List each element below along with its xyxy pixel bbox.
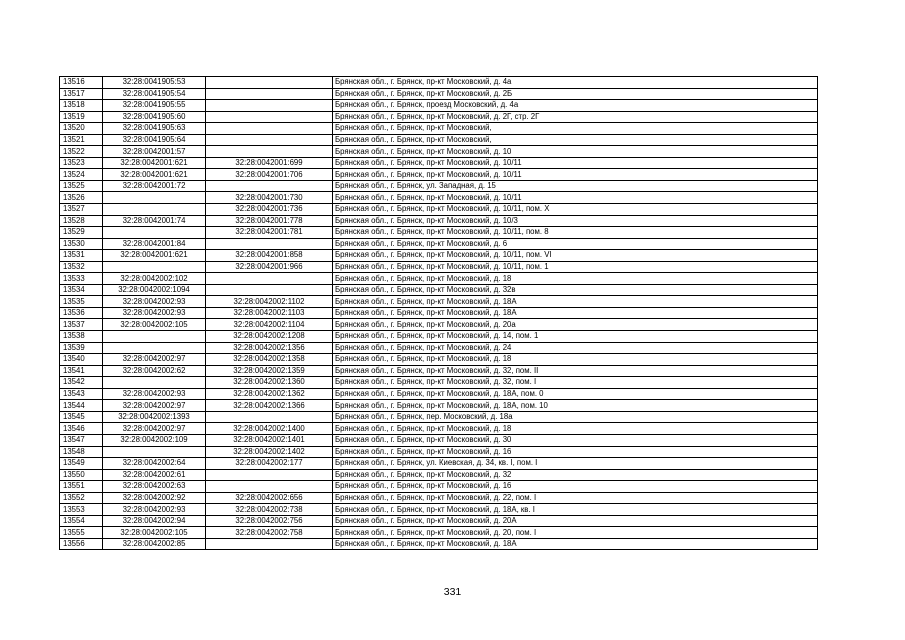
address-cell: Брянская обл., г. Брянск, пр-кт Московский, [333,134,818,146]
row-number-cell: 13533 [60,273,103,285]
address-cell: Брянская обл., г. Брянск, ул. Киевская, д. 34, кв. I, пом. I [333,458,818,470]
object-cadastral-number-cell: 32:28:0042002:1400 [206,423,333,435]
row-number-cell: 13521 [60,134,103,146]
table-row [60,365,818,377]
object-cadastral-number-cell: 32:28:0042001:706 [206,169,333,181]
land-cadastral-number-cell: 32:28:0042001:72 [103,180,206,192]
table-row [60,261,818,273]
row-number-cell: 13548 [60,446,103,458]
object-cadastral-number-cell [206,123,333,135]
land-cadastral-number-cell [103,342,206,354]
address-cell: Брянская обл., г. Брянск, пр-кт Московский, д. 2Г, стр. 2Г [333,111,818,123]
row-number-cell: 13518 [60,100,103,112]
table-row [60,331,818,343]
table-row [60,307,818,319]
address-cell: Брянская обл., г. Брянск, пр-кт Московский, д. 6 [333,238,818,250]
row-number-cell: 13544 [60,400,103,412]
object-cadastral-number-cell: 32:28:0042002:1366 [206,400,333,412]
table-row [60,227,818,239]
address-cell: Брянская обл., г. Брянск, пр-кт Московский, д. 10 [333,146,818,158]
object-cadastral-number-cell [206,469,333,481]
page-number: 331 [443,586,462,598]
land-cadastral-number-cell: 32:28:0042001:621 [103,169,206,181]
object-cadastral-number-cell [206,284,333,296]
row-number-cell: 13522 [60,146,103,158]
address-cell: Брянская обл., г. Брянск, пр-кт Московский, д. 18А, пом. 10 [333,400,818,412]
object-cadastral-number-cell: 32:28:0042002:1102 [206,296,333,308]
row-number-cell: 13539 [60,342,103,354]
table-row [60,100,818,112]
address-cell: Брянская обл., г. Брянск, пр-кт Московский, д. 18 [333,423,818,435]
row-number-cell: 13524 [60,169,103,181]
land-cadastral-number-cell: 32:28:0042002:1094 [103,284,206,296]
address-cell: Брянская обл., г. Брянск, пр-кт Московский, д. 18А, кв. I [333,504,818,516]
address-cell: Брянская обл., г. Брянск, пр-кт Московский, д. 10/11, пом. VI [333,250,818,262]
land-cadastral-number-cell: 32:28:0042002:93 [103,504,206,516]
row-number-cell: 13529 [60,227,103,239]
object-cadastral-number-cell: 32:28:0042002:758 [206,527,333,539]
row-number-cell: 13555 [60,527,103,539]
table-row [60,157,818,169]
address-cell: Брянская обл., г. Брянск, пр-кт Московский, д. 20А [333,515,818,527]
address-cell: Брянская обл., г. Брянск, пр-кт Московский, д. 18 [333,273,818,285]
land-cadastral-number-cell: 32:28:0041905:63 [103,123,206,135]
object-cadastral-number-cell [206,100,333,112]
land-cadastral-number-cell: 32:28:0042002:102 [103,273,206,285]
address-cell: Брянская обл., г. Брянск, пр-кт Московский, д. 22, пом. I [333,492,818,504]
object-cadastral-number-cell [206,134,333,146]
table-row [60,354,818,366]
table-row [60,388,818,400]
address-cell: Брянская обл., г. Брянск, пр-кт Московский, д. 18А [333,296,818,308]
address-cell: Брянская обл., г. Брянск, проезд Московский, д. 4а [333,100,818,112]
land-cadastral-number-cell [103,261,206,273]
address-cell: Брянская обл., г. Брянск, пр-кт Московский, д. 30 [333,434,818,446]
object-cadastral-number-cell: 32:28:0042002:177 [206,458,333,470]
object-cadastral-number-cell: 32:28:0042002:656 [206,492,333,504]
object-cadastral-number-cell [206,538,333,550]
land-cadastral-number-cell: 32:28:0041905:53 [103,77,206,89]
address-cell: Брянская обл., г. Брянск, пр-кт Московский, д. 32, пом. II [333,365,818,377]
row-number-cell: 13530 [60,238,103,250]
table-row [60,123,818,135]
address-cell: Брянская обл., г. Брянск, пр-кт Московский, д. 32в [333,284,818,296]
object-cadastral-number-cell: 32:28:0042002:756 [206,515,333,527]
address-cell: Брянская обл., г. Брянск, пр-кт Московский, д. 18А [333,538,818,550]
object-cadastral-number-cell [206,411,333,423]
object-cadastral-number-cell [206,88,333,100]
object-cadastral-number-cell [206,481,333,493]
table-row [60,192,818,204]
table-row [60,296,818,308]
address-cell: Брянская обл., г. Брянск, пр-кт Московский, д. 32 [333,469,818,481]
object-cadastral-number-cell: 32:28:0042002:1362 [206,388,333,400]
table-row [60,423,818,435]
address-cell: Брянская обл., г. Брянск, пр-кт Московский, д. 16 [333,481,818,493]
object-cadastral-number-cell: 32:28:0042002:1359 [206,365,333,377]
address-cell: Брянская обл., г. Брянск, пер. Московский, д. 18а [333,411,818,423]
table-row [60,434,818,446]
row-number-cell: 13542 [60,377,103,389]
object-cadastral-number-cell [206,238,333,250]
land-cadastral-number-cell [103,377,206,389]
table-row [60,284,818,296]
land-cadastral-number-cell: 32:28:0042002:93 [103,388,206,400]
land-cadastral-number-cell: 32:28:0042001:74 [103,215,206,227]
object-cadastral-number-cell: 32:28:0042002:1360 [206,377,333,389]
object-cadastral-number-cell: 32:28:0042002:1401 [206,434,333,446]
row-number-cell: 13520 [60,123,103,135]
address-cell: Брянская обл., г. Брянск, пр-кт Московский, д. 10/11, пом. 1 [333,261,818,273]
address-cell: Брянская обл., г. Брянск, пр-кт Московский, д. 16 [333,446,818,458]
table-row [60,515,818,527]
row-number-cell: 13556 [60,538,103,550]
row-number-cell: 13534 [60,284,103,296]
land-cadastral-number-cell: 32:28:0042002:62 [103,365,206,377]
land-cadastral-number-cell: 32:28:0041905:60 [103,111,206,123]
land-cadastral-number-cell: 32:28:0042002:93 [103,307,206,319]
address-cell: Брянская обл., г. Брянск, пр-кт Московский, д. 18А, пом. 0 [333,388,818,400]
address-cell: Брянская обл., г. Брянск, пр-кт Московский, д. 10/11 [333,192,818,204]
object-cadastral-number-cell: 32:28:0042001:736 [206,204,333,216]
land-cadastral-number-cell: 32:28:0042002:92 [103,492,206,504]
table-row [60,342,818,354]
object-cadastral-number-cell: 32:28:0042001:699 [206,157,333,169]
object-cadastral-number-cell: 32:28:0042002:1356 [206,342,333,354]
table-row [60,481,818,493]
table-row [60,446,818,458]
table-row [60,111,818,123]
object-cadastral-number-cell [206,180,333,192]
row-number-cell: 13551 [60,481,103,493]
table-row [60,250,818,262]
land-cadastral-number-cell: 32:28:0041905:64 [103,134,206,146]
row-number-cell: 13517 [60,88,103,100]
address-cell: Брянская обл., г. Брянск, пр-кт Московский, д. 24 [333,342,818,354]
land-cadastral-number-cell [103,331,206,343]
row-number-cell: 13552 [60,492,103,504]
address-cell: Брянская обл., г. Брянск, ул. Западная, д. 15 [333,180,818,192]
land-cadastral-number-cell: 32:28:0042002:63 [103,481,206,493]
object-cadastral-number-cell [206,111,333,123]
table-row [60,527,818,539]
registry-table [59,76,818,550]
table-row [60,180,818,192]
object-cadastral-number-cell [206,146,333,158]
registry-table-body [60,77,818,550]
table-row [60,458,818,470]
row-number-cell: 13523 [60,157,103,169]
object-cadastral-number-cell: 32:28:0042001:778 [206,215,333,227]
row-number-cell: 13545 [60,411,103,423]
land-cadastral-number-cell [103,446,206,458]
land-cadastral-number-cell: 32:28:0042002:97 [103,423,206,435]
address-cell: Брянская обл., г. Брянск, пр-кт Московский, д. 10/11, пом. 8 [333,227,818,239]
address-cell: Брянская обл., г. Брянск, пр-кт Московский, д. 4а [333,77,818,89]
land-cadastral-number-cell: 32:28:0042002:109 [103,434,206,446]
row-number-cell: 13532 [60,261,103,273]
land-cadastral-number-cell: 32:28:0042001:621 [103,157,206,169]
address-cell: Брянская обл., г. Брянск, пр-кт Московский, д. 10/11, пом. X [333,204,818,216]
table-row [60,504,818,516]
object-cadastral-number-cell: 32:28:0042002:1103 [206,307,333,319]
address-cell: Брянская обл., г. Брянск, пр-кт Московский, д. 10/11 [333,157,818,169]
table-row [60,319,818,331]
land-cadastral-number-cell: 32:28:0042002:94 [103,515,206,527]
table-row [60,146,818,158]
object-cadastral-number-cell [206,273,333,285]
address-cell: Брянская обл., г. Брянск, пр-кт Московский, д. 20а [333,319,818,331]
row-number-cell: 13553 [60,504,103,516]
land-cadastral-number-cell: 32:28:0042002:61 [103,469,206,481]
land-cadastral-number-cell: 32:28:0042002:97 [103,354,206,366]
land-cadastral-number-cell: 32:28:0041905:54 [103,88,206,100]
row-number-cell: 13519 [60,111,103,123]
table-row [60,88,818,100]
table-row [60,134,818,146]
table-row [60,492,818,504]
land-cadastral-number-cell: 32:28:0042001:84 [103,238,206,250]
land-cadastral-number-cell: 32:28:0042002:97 [103,400,206,412]
row-number-cell: 13526 [60,192,103,204]
land-cadastral-number-cell [103,192,206,204]
row-number-cell: 13535 [60,296,103,308]
row-number-cell: 13546 [60,423,103,435]
land-cadastral-number-cell: 32:28:0042002:85 [103,538,206,550]
row-number-cell: 13541 [60,365,103,377]
object-cadastral-number-cell: 32:28:0042001:966 [206,261,333,273]
land-cadastral-number-cell: 32:28:0042001:621 [103,250,206,262]
row-number-cell: 13540 [60,354,103,366]
table-row [60,411,818,423]
table-row [60,204,818,216]
row-number-cell: 13543 [60,388,103,400]
row-number-cell: 13549 [60,458,103,470]
land-cadastral-number-cell: 32:28:0042002:1393 [103,411,206,423]
table-row [60,215,818,227]
table-row [60,238,818,250]
object-cadastral-number-cell: 32:28:0042001:858 [206,250,333,262]
object-cadastral-number-cell: 32:28:0042001:781 [206,227,333,239]
object-cadastral-number-cell: 32:28:0042002:1358 [206,354,333,366]
object-cadastral-number-cell [206,77,333,89]
row-number-cell: 13550 [60,469,103,481]
land-cadastral-number-cell: 32:28:0042002:105 [103,319,206,331]
table-row [60,77,818,89]
address-cell: Брянская обл., г. Брянск, пр-кт Московский, [333,123,818,135]
address-cell: Брянская обл., г. Брянск, пр-кт Московский, д. 14, пом. 1 [333,331,818,343]
land-cadastral-number-cell: 32:28:0042002:105 [103,527,206,539]
land-cadastral-number-cell [103,227,206,239]
row-number-cell: 13537 [60,319,103,331]
table-row [60,377,818,389]
land-cadastral-number-cell: 32:28:0042002:93 [103,296,206,308]
address-cell: Брянская обл., г. Брянск, пр-кт Московский, д. 18А [333,307,818,319]
row-number-cell: 13536 [60,307,103,319]
row-number-cell: 13516 [60,77,103,89]
row-number-cell: 13538 [60,331,103,343]
table-row [60,400,818,412]
address-cell: Брянская обл., г. Брянск, пр-кт Московский, д. 2Б [333,88,818,100]
row-number-cell: 13525 [60,180,103,192]
address-cell: Брянская обл., г. Брянск, пр-кт Московский, д. 10/11 [333,169,818,181]
address-cell: Брянская обл., г. Брянск, пр-кт Московский, д. 32, пом. I [333,377,818,389]
land-cadastral-number-cell [103,204,206,216]
land-cadastral-number-cell: 32:28:0041905:55 [103,100,206,112]
object-cadastral-number-cell: 32:28:0042002:1402 [206,446,333,458]
address-cell: Брянская обл., г. Брянск, пр-кт Московский, д. 20, пом. I [333,527,818,539]
row-number-cell: 13527 [60,204,103,216]
table-row [60,469,818,481]
address-cell: Брянская обл., г. Брянск, пр-кт Московский, д. 10/3 [333,215,818,227]
table-row [60,273,818,285]
object-cadastral-number-cell: 32:28:0042001:730 [206,192,333,204]
land-cadastral-number-cell: 32:28:0042002:64 [103,458,206,470]
row-number-cell: 13547 [60,434,103,446]
address-cell: Брянская обл., г. Брянск, пр-кт Московский, д. 18 [333,354,818,366]
land-cadastral-number-cell: 32:28:0042001:57 [103,146,206,158]
table-row [60,538,818,550]
row-number-cell: 13554 [60,515,103,527]
table-row [60,169,818,181]
row-number-cell: 13528 [60,215,103,227]
row-number-cell: 13531 [60,250,103,262]
object-cadastral-number-cell: 32:28:0042002:1208 [206,331,333,343]
object-cadastral-number-cell: 32:28:0042002:738 [206,504,333,516]
object-cadastral-number-cell: 32:28:0042002:1104 [206,319,333,331]
